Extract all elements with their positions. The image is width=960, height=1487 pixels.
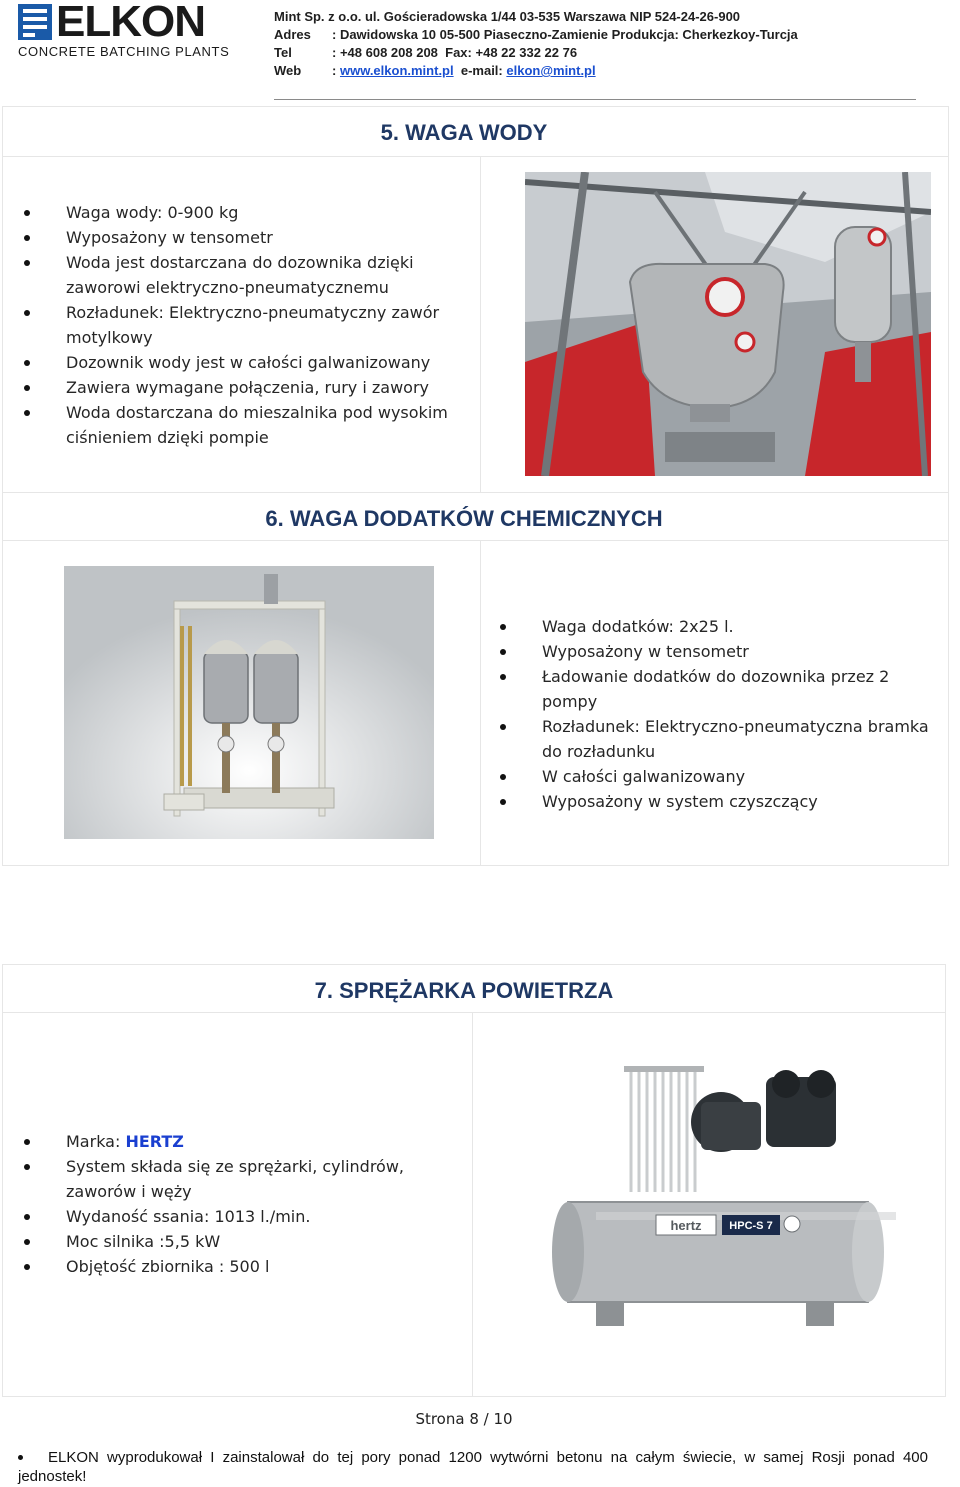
- frame-line: [2, 492, 949, 493]
- tel-label: Tel: [274, 45, 292, 60]
- water-scale-photo: [525, 172, 931, 476]
- email-label: e-mail:: [460, 63, 503, 78]
- frame-line: [480, 540, 481, 866]
- list-item: W całości galwanizowany: [500, 764, 940, 789]
- address-value: : Dawidowska 10 05-500 Piaseczno-Zamienie Produkcja: Cherkezkoy-Turcja: [332, 27, 798, 42]
- frame-line: [472, 1012, 473, 1396]
- list-item: Ładowanie dodatków do dozownika przez 2 pompy: [500, 664, 940, 714]
- compressor-photo: [536, 1052, 900, 1352]
- address-row: [274, 26, 914, 44]
- frame-line: [2, 964, 3, 1396]
- chemical-scale-photo: [64, 566, 434, 839]
- header-divider: [274, 99, 916, 100]
- logo-mark-icon: [18, 4, 52, 40]
- list-item: Dozownik wody jest w całości galwanizowany: [24, 350, 454, 375]
- list-item: Wydaność ssania: 1013 l./min.: [24, 1204, 464, 1229]
- frame-line: [2, 156, 949, 157]
- frame-line: [480, 156, 481, 492]
- list-item: Rozładunek: Elektryczno-pneumatyczny zawór motylkowy: [24, 300, 454, 350]
- logo-word: ELKON: [56, 0, 205, 46]
- list-item: Wyposażony w tensometr: [24, 225, 454, 250]
- frame-line: [2, 540, 949, 541]
- fax-value: +48 22 332 22 76: [475, 45, 578, 60]
- frame-line: [948, 106, 949, 866]
- compressor-model: HPC-S 7: [729, 1220, 773, 1232]
- frame-line: [2, 1396, 946, 1397]
- web-prefix: :: [332, 63, 337, 78]
- tel-value: : +48 608 208 208: [332, 45, 438, 60]
- list-item: Waga wody: 0-900 kg: [24, 200, 454, 225]
- brand-value: HERTZ: [125, 1132, 184, 1151]
- company-info: [274, 8, 914, 80]
- list-item: Wyposażony w system czyszczący: [500, 789, 940, 814]
- section-title-water: 5. WAGA WODY: [380, 120, 548, 145]
- brand-label: Marka:: [66, 1132, 126, 1151]
- list-item: System składa się ze sprężarki, cylindrów, zaworów i węży: [24, 1154, 464, 1204]
- email-link[interactable]: elkon@mint.pl: [506, 63, 596, 78]
- address-label: Adres: [274, 27, 311, 42]
- logo-subtitle: CONCRETE BATCHING PLANTS: [18, 44, 230, 59]
- elkon-logo: [18, 0, 230, 59]
- frame-line: [2, 106, 949, 107]
- frame-line: [2, 1012, 946, 1013]
- compressor-badge: hertz: [670, 1218, 702, 1233]
- web-link[interactable]: www.elkon.mint.pl: [339, 63, 454, 78]
- list-item: Waga dodatków: 2x25 l.: [500, 614, 940, 639]
- list-item: Moc silnika :5,5 kW: [24, 1229, 464, 1254]
- list-item: Zawiera wymagane połączenia, rury i zawory: [24, 375, 454, 400]
- company-line: Mint Sp. z o.o. ul. Gościeradowska 1/44 03-535 Warszawa NIP 524-24-26-900: [274, 9, 741, 24]
- list-item: Woda jest dostarczana do dozownika dzięki zaworowi elektryczno-pneumatycznemu: [24, 250, 454, 300]
- page-header: [0, 0, 960, 100]
- list-item-brand: [24, 1129, 464, 1154]
- list-item: Wyposażony w tensometr: [500, 639, 940, 664]
- web-row: [274, 62, 914, 80]
- fax-label: Fax:: [445, 45, 472, 60]
- section-title-compressor: 7. SPRĘŻARKA POWIETRZA: [314, 978, 614, 1003]
- water-scale-features: [24, 200, 454, 450]
- compressor-features: [24, 1129, 464, 1279]
- frame-line: [2, 964, 946, 965]
- footer-note-text: ELKON wyprodukował I zainstalował do tej pory ponad 1200 wytwórni betonu na całym świecie, w samej Rosji ponad 400 jednostek!: [18, 1449, 928, 1485]
- list-item: Woda dostarczana do mieszalnika pod wysokim ciśnieniem dzięki pompie: [24, 400, 454, 450]
- list-item: Objętość zbiornika : 500 l: [24, 1254, 464, 1279]
- frame-line: [2, 865, 949, 866]
- frame-line: [945, 964, 946, 1396]
- page-number: Strona 8 / 10: [415, 1410, 513, 1428]
- list-item: Rozładunek: Elektryczno-pneumatyczna bramka do rozładunku: [500, 714, 940, 764]
- footer-note: [18, 1448, 928, 1486]
- phone-row: [274, 44, 914, 62]
- web-label: Web: [274, 63, 302, 78]
- chemical-scale-features: [500, 614, 940, 814]
- frame-line: [2, 106, 3, 866]
- section-title-chemicals: 6. WAGA DODATKÓW CHEMICZNYCH: [265, 506, 663, 531]
